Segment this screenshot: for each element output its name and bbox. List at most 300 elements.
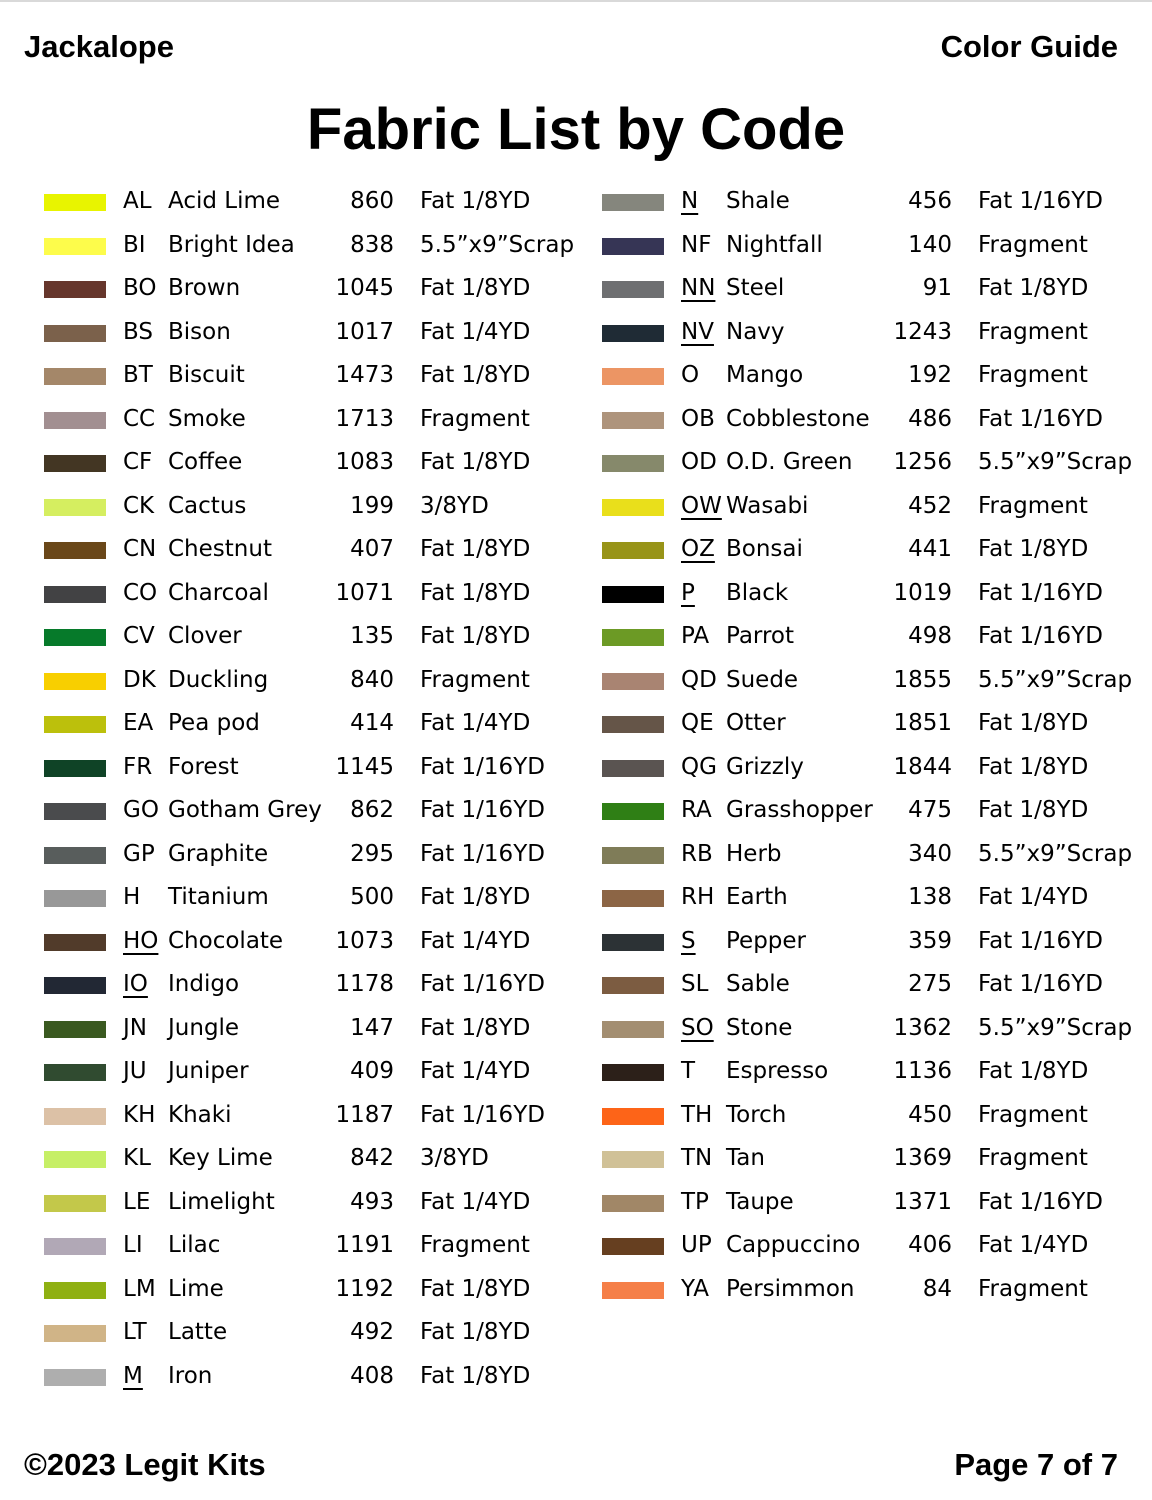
color-swatch <box>602 368 664 385</box>
fabric-size: Fat 1/8YD <box>420 579 531 606</box>
fabric-row <box>602 702 1142 746</box>
fabric-row <box>44 572 584 616</box>
color-swatch <box>44 325 106 342</box>
fabric-size: 5.5”x9”Scrap <box>978 449 1133 475</box>
fabric-size: Fat 1/4YD <box>420 710 531 736</box>
fabric-code: CF <box>123 449 153 475</box>
fabric-code: P <box>681 579 695 606</box>
fabric-name: Limelight <box>168 1188 275 1215</box>
fabric-name: Cactus <box>168 492 247 519</box>
fabric-row <box>602 615 1142 659</box>
color-swatch <box>44 673 106 690</box>
fabric-number: 498 <box>908 623 952 649</box>
fabric-code: CK <box>123 492 155 519</box>
color-swatch <box>602 499 664 516</box>
fabric-code: QE <box>681 710 714 736</box>
color-swatch <box>44 281 106 298</box>
fabric-code: H <box>123 884 141 910</box>
fabric-size: Fragment <box>978 1275 1088 1302</box>
fabric-row <box>602 833 1142 877</box>
fabric-number: 295 <box>350 840 394 867</box>
fabric-row <box>602 180 1142 224</box>
color-swatch <box>602 803 664 820</box>
color-swatch <box>44 1151 106 1168</box>
fabric-code: TP <box>681 1188 709 1215</box>
color-swatch <box>44 412 106 429</box>
color-swatch <box>44 499 106 516</box>
fabric-number: 842 <box>350 1145 394 1171</box>
fabric-size: Fat 1/16YD <box>978 188 1103 214</box>
color-swatch <box>44 1325 106 1342</box>
fabric-number: 456 <box>908 188 952 214</box>
fabric-name: Tan <box>726 1145 765 1171</box>
copyright: ©2023 Legit Kits <box>24 1447 266 1482</box>
fabric-name: Graphite <box>168 840 269 867</box>
color-swatch <box>602 847 664 864</box>
fabric-code: PA <box>681 623 710 649</box>
fabric-row <box>44 963 584 1007</box>
fabric-number: 1473 <box>335 362 394 388</box>
fabric-code: SL <box>681 971 709 997</box>
fabric-number: 1191 <box>335 1232 394 1258</box>
fabric-name: Cobblestone <box>726 405 870 432</box>
fabric-code: NN <box>681 275 716 301</box>
fabric-code: FR <box>123 753 153 780</box>
fabric-name: Lime <box>168 1275 224 1302</box>
fabric-code: OB <box>681 405 715 432</box>
color-swatch <box>44 977 106 994</box>
fabric-number: 1071 <box>335 579 394 606</box>
fabric-row <box>44 354 584 398</box>
fabric-size: Fat 1/8YD <box>978 275 1089 301</box>
fabric-number: 492 <box>350 1319 394 1345</box>
fabric-name: Mango <box>726 362 804 388</box>
fabric-row <box>602 920 1142 964</box>
fabric-row <box>602 789 1142 833</box>
fabric-number: 359 <box>908 927 952 954</box>
color-swatch <box>44 934 106 951</box>
fabric-code: OD <box>681 449 717 475</box>
color-swatch <box>44 847 106 864</box>
fabric-name: Navy <box>726 318 785 345</box>
fabric-size: Fat 1/8YD <box>420 1014 531 1041</box>
fabric-name: Shale <box>726 188 790 214</box>
color-swatch <box>602 890 664 907</box>
fabric-code: IO <box>123 971 148 997</box>
fabric-size: Fat 1/16YD <box>978 971 1103 997</box>
fabric-size: 5.5”x9”Scrap <box>978 840 1133 867</box>
fabric-code: JN <box>123 1014 147 1041</box>
fabric-code: CC <box>123 405 156 432</box>
color-swatch <box>602 1282 664 1299</box>
fabric-row <box>44 441 584 485</box>
fabric-name: Nightfall <box>726 231 823 258</box>
color-swatch <box>602 412 664 429</box>
fabric-code: TN <box>681 1145 713 1171</box>
fabric-code: QG <box>681 753 717 780</box>
fabric-number: 1713 <box>335 405 394 432</box>
fabric-number: 1083 <box>335 449 394 475</box>
color-swatch <box>602 1021 664 1038</box>
fabric-size: Fat 1/16YD <box>420 971 545 997</box>
fabric-row <box>44 702 584 746</box>
fabric-size: Fragment <box>420 666 530 693</box>
fabric-name: O.D. Green <box>726 449 853 475</box>
fabric-number: 452 <box>908 492 952 519</box>
fabric-number: 138 <box>908 884 952 910</box>
fabric-name: Jungle <box>168 1014 240 1041</box>
fabric-size: Fat 1/16YD <box>420 840 545 867</box>
color-swatch <box>44 586 106 603</box>
fabric-name: Wasabi <box>726 492 809 519</box>
fabric-code: RH <box>681 884 715 910</box>
fabric-row <box>602 1007 1142 1051</box>
color-swatch <box>44 1108 106 1125</box>
fabric-row <box>602 398 1142 442</box>
color-swatch <box>44 455 106 472</box>
fabric-size: Fat 1/8YD <box>978 710 1089 736</box>
fabric-name: Latte <box>168 1319 228 1345</box>
fabric-number: 1855 <box>893 666 952 693</box>
fabric-name: Chestnut <box>168 536 272 562</box>
fabric-number: 91 <box>922 275 952 301</box>
fabric-size: Fat 1/4YD <box>978 1232 1089 1258</box>
fabric-size: 3/8YD <box>420 1145 489 1171</box>
fabric-code: BI <box>123 231 146 258</box>
fabric-code: LI <box>123 1232 143 1258</box>
fabric-size: 5.5”x9”Scrap <box>978 666 1133 693</box>
fabric-number: 1136 <box>893 1058 952 1084</box>
fabric-size: Fat 1/4YD <box>978 884 1089 910</box>
fabric-size: Fragment <box>978 318 1088 345</box>
fabric-number: 1256 <box>893 449 952 475</box>
fabric-code: CO <box>123 579 158 606</box>
color-swatch <box>602 1151 664 1168</box>
fabric-name: Juniper <box>168 1058 249 1084</box>
fabric-row <box>44 1181 584 1225</box>
color-swatch <box>44 803 106 820</box>
fabric-name: Otter <box>726 710 786 736</box>
fabric-row <box>44 1311 584 1355</box>
fabric-size: Fat 1/4YD <box>420 1058 531 1084</box>
fabric-row <box>602 311 1142 355</box>
section-title: Color Guide <box>940 29 1118 64</box>
fabric-size: Fat 1/16YD <box>420 797 545 823</box>
fabric-name: Smoke <box>168 405 246 432</box>
fabric-code: DK <box>123 666 156 693</box>
fabric-number: 275 <box>908 971 952 997</box>
fabric-name: Grizzly <box>726 753 804 780</box>
color-swatch <box>602 934 664 951</box>
fabric-row <box>602 963 1142 1007</box>
fabric-code: EA <box>123 710 154 736</box>
fabric-row <box>602 876 1142 920</box>
color-swatch <box>44 1369 106 1386</box>
color-swatch <box>602 238 664 255</box>
color-swatch <box>44 368 106 385</box>
fabric-code: GO <box>123 797 159 823</box>
fabric-code: O <box>681 362 700 388</box>
fabric-number: 1187 <box>335 1101 394 1128</box>
fabric-name: Earth <box>726 884 788 910</box>
color-swatch <box>602 542 664 559</box>
fabric-code: TH <box>681 1101 713 1128</box>
fabric-name: Coffee <box>168 449 243 475</box>
fabric-code: HO <box>123 927 159 954</box>
fabric-number: 408 <box>350 1362 394 1389</box>
fabric-code: NF <box>681 231 712 258</box>
fabric-number: 500 <box>350 884 394 910</box>
fabric-name: Parrot <box>726 623 795 649</box>
fabric-number: 1017 <box>335 318 394 345</box>
color-swatch <box>44 238 106 255</box>
fabric-size: Fat 1/16YD <box>978 579 1103 606</box>
fabric-row <box>602 441 1142 485</box>
color-swatch <box>44 1195 106 1212</box>
fabric-code: UP <box>681 1232 712 1258</box>
fabric-name: Biscuit <box>168 362 245 388</box>
fabric-row <box>602 659 1142 703</box>
fabric-number: 409 <box>350 1058 394 1084</box>
fabric-number: 1851 <box>893 710 952 736</box>
fabric-name: Key Lime <box>168 1145 273 1171</box>
fabric-code: OW <box>681 492 722 519</box>
color-swatch <box>602 1195 664 1212</box>
fabric-size: Fat 1/8YD <box>420 449 531 475</box>
fabric-number: 140 <box>908 231 952 258</box>
fabric-row <box>44 920 584 964</box>
color-swatch <box>44 890 106 907</box>
fabric-name: Sable <box>726 971 790 997</box>
fabric-list-left-column <box>44 180 584 1398</box>
fabric-size: 5.5”x9”Scrap <box>978 1014 1133 1041</box>
fabric-row <box>602 746 1142 790</box>
fabric-number: 862 <box>350 797 394 823</box>
color-swatch <box>602 977 664 994</box>
fabric-name: Gotham Grey <box>168 797 322 823</box>
fabric-size: Fat 1/8YD <box>420 884 531 910</box>
fabric-number: 486 <box>908 405 952 432</box>
fabric-code: NV <box>681 318 714 345</box>
fabric-code: RB <box>681 840 713 867</box>
fabric-size: Fragment <box>420 405 530 432</box>
fabric-number: 475 <box>908 797 952 823</box>
fabric-code: LE <box>123 1188 151 1215</box>
fabric-name: Iron <box>168 1362 213 1389</box>
fabric-row <box>602 1050 1142 1094</box>
fabric-code: GP <box>123 840 155 867</box>
fabric-code: LM <box>123 1275 156 1302</box>
fabric-name: Brown <box>168 275 241 301</box>
fabric-number: 450 <box>908 1101 952 1128</box>
fabric-code: KL <box>123 1145 151 1171</box>
fabric-row <box>44 659 584 703</box>
fabric-name: Titanium <box>168 884 269 910</box>
fabric-row <box>44 267 584 311</box>
fabric-name: Indigo <box>168 971 240 997</box>
fabric-name: Bonsai <box>726 536 803 562</box>
fabric-name: Taupe <box>726 1188 794 1215</box>
fabric-code: RA <box>681 797 712 823</box>
fabric-row <box>44 1355 584 1399</box>
fabric-size: Fragment <box>978 362 1088 388</box>
fabric-row <box>602 1224 1142 1268</box>
fabric-size: Fat 1/8YD <box>978 1058 1089 1084</box>
fabric-row <box>44 833 584 877</box>
fabric-size: Fat 1/4YD <box>420 318 531 345</box>
fabric-row <box>44 1050 584 1094</box>
fabric-number: 838 <box>350 231 394 258</box>
fabric-name: Forest <box>168 753 239 780</box>
color-swatch <box>602 1238 664 1255</box>
fabric-number: 135 <box>350 623 394 649</box>
fabric-code: CN <box>123 536 157 562</box>
fabric-name: Suede <box>726 666 799 693</box>
fabric-row <box>602 224 1142 268</box>
fabric-number: 1145 <box>335 753 394 780</box>
color-swatch <box>44 194 106 211</box>
fabric-name: Stone <box>726 1014 793 1041</box>
fabric-number: 1192 <box>335 1275 394 1302</box>
fabric-row <box>44 1137 584 1181</box>
fabric-size: Fragment <box>978 231 1088 258</box>
fabric-size: Fat 1/8YD <box>420 536 531 562</box>
fabric-code: N <box>681 188 699 214</box>
fabric-row <box>44 615 584 659</box>
fabric-size: 3/8YD <box>420 492 489 519</box>
fabric-code: QD <box>681 666 717 693</box>
fabric-number: 1045 <box>335 275 394 301</box>
fabric-size: Fat 1/4YD <box>420 1188 531 1215</box>
fabric-row <box>44 1094 584 1138</box>
color-swatch <box>44 716 106 733</box>
fabric-size: Fragment <box>978 1145 1088 1171</box>
color-swatch <box>602 455 664 472</box>
fabric-row <box>602 1181 1142 1225</box>
fabric-row <box>44 311 584 355</box>
fabric-row <box>602 485 1142 529</box>
color-swatch <box>602 586 664 603</box>
color-swatch <box>44 629 106 646</box>
fabric-size: Fat 1/8YD <box>420 275 531 301</box>
fabric-name: Espresso <box>726 1058 829 1084</box>
fabric-size: Fat 1/8YD <box>420 362 531 388</box>
fabric-row <box>44 746 584 790</box>
color-swatch <box>44 1064 106 1081</box>
color-swatch <box>602 1108 664 1125</box>
fabric-size: Fat 1/16YD <box>978 623 1103 649</box>
fabric-row <box>602 354 1142 398</box>
fabric-code: M <box>123 1362 143 1389</box>
fabric-size: Fragment <box>978 1101 1088 1128</box>
top-border <box>0 0 1152 2</box>
fabric-name: Charcoal <box>168 579 269 606</box>
fabric-code: S <box>681 927 696 954</box>
fabric-code: KH <box>123 1101 156 1128</box>
fabric-name: Steel <box>726 275 785 301</box>
fabric-number: 493 <box>350 1188 394 1215</box>
fabric-row <box>44 224 584 268</box>
fabric-number: 407 <box>350 536 394 562</box>
fabric-name: Bison <box>168 318 231 345</box>
fabric-name: Cappuccino <box>726 1232 861 1258</box>
color-swatch <box>44 760 106 777</box>
fabric-name: Bright Idea <box>168 231 295 258</box>
color-swatch <box>44 1021 106 1038</box>
fabric-name: Torch <box>726 1101 787 1128</box>
fabric-number: 1371 <box>893 1188 952 1215</box>
fabric-code: JU <box>123 1058 147 1084</box>
fabric-number: 406 <box>908 1232 952 1258</box>
color-swatch <box>602 760 664 777</box>
fabric-row <box>44 1224 584 1268</box>
fabric-size: Fragment <box>420 1232 530 1258</box>
fabric-name: Duckling <box>168 666 269 693</box>
fabric-row <box>44 1007 584 1051</box>
fabric-number: 340 <box>908 840 952 867</box>
fabric-number: 840 <box>350 666 394 693</box>
fabric-size: Fat 1/8YD <box>978 536 1089 562</box>
fabric-number: 1243 <box>893 318 952 345</box>
fabric-number: 1369 <box>893 1145 952 1171</box>
fabric-number: 1362 <box>893 1014 952 1041</box>
color-swatch <box>602 325 664 342</box>
fabric-name: Clover <box>168 623 242 649</box>
fabric-code: BT <box>123 362 153 388</box>
fabric-row <box>602 528 1142 572</box>
fabric-size: Fat 1/16YD <box>420 753 545 780</box>
fabric-code: YA <box>681 1275 709 1302</box>
fabric-size: Fat 1/4YD <box>420 927 531 954</box>
fabric-name: Khaki <box>168 1101 232 1128</box>
fabric-size: Fat 1/8YD <box>978 797 1089 823</box>
color-swatch <box>602 673 664 690</box>
fabric-row <box>44 485 584 529</box>
fabric-name: Acid Lime <box>168 188 281 214</box>
fabric-row <box>44 398 584 442</box>
fabric-code: SO <box>681 1014 714 1041</box>
fabric-size: Fat 1/8YD <box>978 753 1089 780</box>
fabric-row <box>602 1137 1142 1181</box>
color-swatch <box>602 194 664 211</box>
fabric-size: Fat 1/16YD <box>978 927 1103 954</box>
fabric-code: BO <box>123 275 157 301</box>
fabric-row <box>44 528 584 572</box>
fabric-number: 147 <box>350 1014 394 1041</box>
fabric-code: BS <box>123 318 153 345</box>
fabric-number: 199 <box>350 492 394 519</box>
fabric-size: Fragment <box>978 492 1088 519</box>
fabric-name: Chocolate <box>168 927 284 954</box>
fabric-number: 860 <box>350 188 394 214</box>
fabric-number: 414 <box>350 710 394 736</box>
page-title: Fabric List by Code <box>306 97 846 162</box>
fabric-number: 441 <box>908 536 952 562</box>
fabric-name: Herb <box>726 840 782 867</box>
fabric-name: Grasshopper <box>726 797 873 823</box>
color-swatch <box>602 1064 664 1081</box>
fabric-code: LT <box>123 1319 147 1345</box>
fabric-size: Fat 1/8YD <box>420 623 531 649</box>
fabric-code: T <box>681 1058 696 1084</box>
fabric-size: Fat 1/16YD <box>420 1101 545 1128</box>
fabric-name: Persimmon <box>726 1275 855 1302</box>
page-number: Page 7 of 7 <box>954 1447 1118 1482</box>
color-swatch <box>44 1282 106 1299</box>
fabric-name: Pepper <box>726 927 807 954</box>
fabric-row <box>44 789 584 833</box>
color-swatch <box>602 281 664 298</box>
